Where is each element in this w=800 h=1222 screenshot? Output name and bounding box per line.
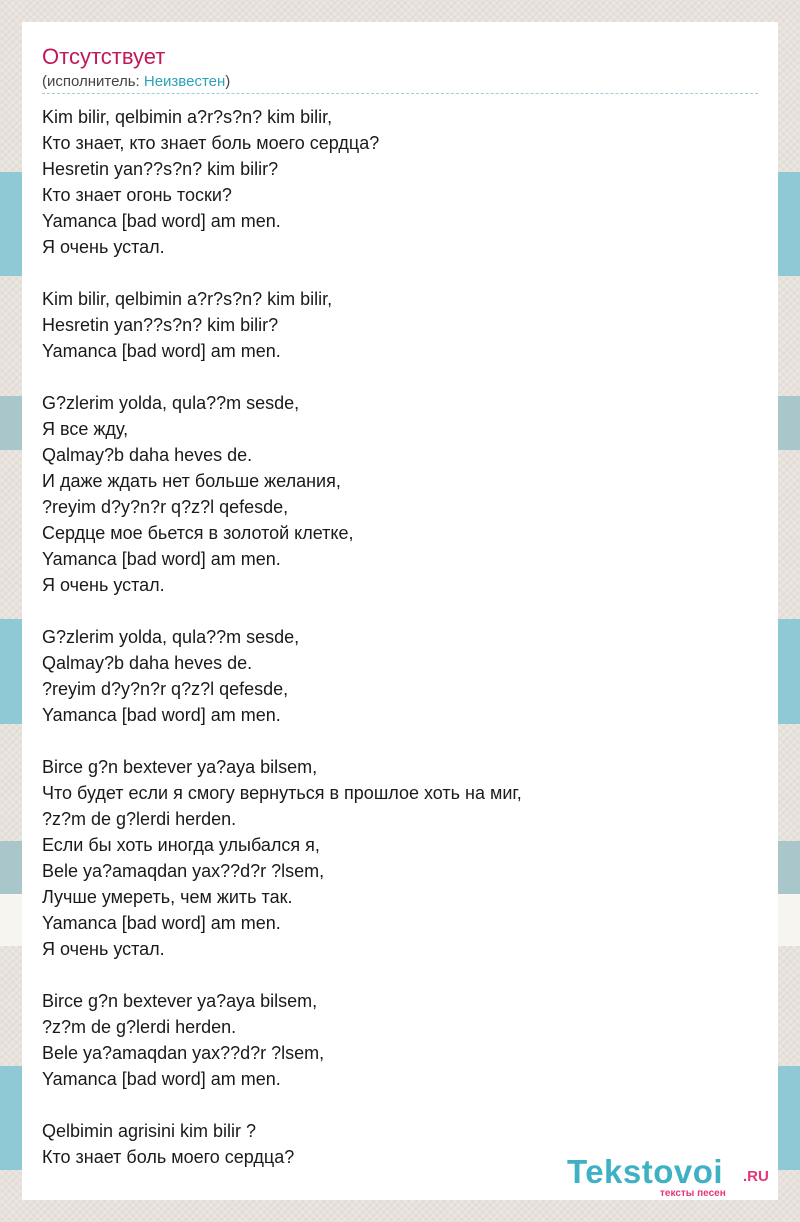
lyric-line: [42, 962, 758, 988]
artist-link[interactable]: Неизвестен: [143, 73, 226, 90]
lyric-line: И даже ждать нет больше желания,: [42, 471, 341, 491]
lyrics-card: [22, 22, 778, 1200]
lyric-line: Лучше умереть, чем жить так.: [42, 887, 293, 907]
lyric-line: Yamanca [bad word] am men.: [42, 549, 281, 569]
title-divider: [42, 93, 758, 94]
lyric-line: G?zlerim yolda, qula??m sesde,: [42, 627, 300, 647]
lyric-line: Bele ya?amaqdan yax??d?r ?lsem,: [42, 861, 325, 881]
lyric-line: Yamanca [bad word] am men.: [42, 211, 281, 231]
lyric-line: [42, 728, 758, 754]
lyric-line: Qelbimin agrisini kim bilir ?: [42, 1121, 257, 1141]
lyric-line: Если бы хоть иногда улыбался я,: [42, 835, 320, 855]
artist-suffix: ): [225, 73, 231, 90]
lyric-line: Yamanca [bad word] am men.: [42, 705, 281, 725]
logo-tagline: тексты песен: [660, 1188, 726, 1199]
artist-line: [42, 73, 230, 90]
lyric-line: Qalmay?b daha heves de.: [42, 653, 253, 673]
lyric-line: Я очень устал.: [42, 939, 165, 959]
site-logo[interactable]: [567, 1153, 777, 1205]
lyric-line: Кто знает боль моего сердца?: [42, 1147, 295, 1167]
lyric-line: Yamanca [bad word] am men.: [42, 1069, 281, 1089]
lyric-line: ?z?m de g?lerdi herden.: [42, 809, 237, 829]
lyric-line: ?z?m de g?lerdi herden.: [42, 1017, 237, 1037]
lyric-line: Bele ya?amaqdan yax??d?r ?lsem,: [42, 1043, 325, 1063]
lyric-line: Hesretin yan??s?n? kim bilir?: [42, 159, 279, 179]
lyric-line: Кто знает огонь тоски?: [42, 185, 232, 205]
lyric-line: [42, 364, 758, 390]
logo-text: Tekstovoi: [567, 1153, 724, 1190]
lyric-line: Yamanca [bad word] am men.: [42, 913, 281, 933]
lyric-line: Я очень устал.: [42, 575, 165, 595]
lyric-line: Сердце мое бьется в золотой клетке,: [42, 523, 354, 543]
lyric-line: [42, 1092, 758, 1118]
lyric-line: [42, 598, 758, 624]
song-title: Отсутствует: [42, 44, 166, 69]
lyric-line: Что будет если я смогу вернуться в прошлое хоть на миг,: [42, 783, 522, 803]
lyric-line: G?zlerim yolda, qula??m sesde,: [42, 393, 300, 413]
lyric-line: Я все жду,: [42, 419, 129, 439]
lyric-line: Kim bilir, qelbimin a?r?s?n? kim bilir,: [42, 289, 333, 309]
lyric-line: Birce g?n bextever ya?aya bilsem,: [42, 991, 318, 1011]
lyric-line: Кто знает, кто знает боль моего сердца?: [42, 133, 380, 153]
lyric-line: Kim bilir, qelbimin a?r?s?n? kim bilir,: [42, 107, 333, 127]
artist-prefix: (исполнитель:: [42, 73, 144, 90]
logo-tld: .RU: [743, 1168, 769, 1185]
lyric-line: Hesretin yan??s?n? kim bilir?: [42, 315, 279, 335]
lyric-line: ?reyim d?y?n?r q?z?l qefesde,: [42, 679, 289, 699]
lyric-line: Birce g?n bextever ya?aya bilsem,: [42, 757, 318, 777]
lyric-line: Yamanca [bad word] am men.: [42, 341, 281, 361]
lyric-line: [42, 260, 758, 286]
lyric-line: Я очень устал.: [42, 237, 165, 257]
lyric-line: ?reyim d?y?n?r q?z?l qefesde,: [42, 497, 289, 517]
lyrics-body: [42, 104, 758, 1170]
lyric-line: Qalmay?b daha heves de.: [42, 445, 253, 465]
